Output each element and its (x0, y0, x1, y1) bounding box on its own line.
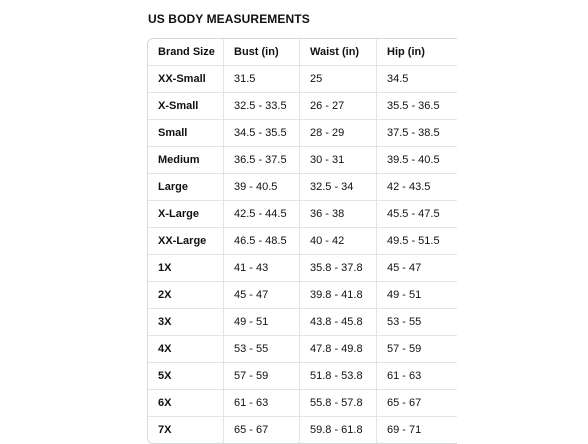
bust-cell: 57 - 59 (224, 363, 300, 390)
hip-cell: 37.5 - 38.5 (377, 120, 457, 147)
header-hip: Hip (in) (377, 39, 457, 66)
waist-cell: 43.8 - 45.8 (300, 309, 377, 336)
table-row (148, 174, 457, 201)
header-brand-size: Brand Size (148, 39, 224, 66)
table-row (148, 120, 457, 147)
waist-cell: 25 (300, 66, 377, 93)
waist-cell: 28 - 29 (300, 120, 377, 147)
table-row (148, 417, 457, 443)
table-row (148, 93, 457, 120)
waist-cell: 59.8 - 61.8 (300, 417, 377, 443)
waist-cell: 32.5 - 34 (300, 174, 377, 201)
brand-size-cell: 3X (148, 309, 224, 336)
hip-cell: 53 - 55 (377, 309, 457, 336)
table-row (148, 255, 457, 282)
table-row (148, 201, 457, 228)
header-bust: Bust (in) (224, 39, 300, 66)
waist-cell: 55.8 - 57.8 (300, 390, 377, 417)
waist-cell: 36 - 38 (300, 201, 377, 228)
table-row (148, 336, 457, 363)
hip-cell: 57 - 59 (377, 336, 457, 363)
size-chart-table (147, 38, 457, 444)
brand-size-cell: 7X (148, 417, 224, 443)
bust-cell: 31.5 (224, 66, 300, 93)
bust-cell: 65 - 67 (224, 417, 300, 443)
hip-cell: 42 - 43.5 (377, 174, 457, 201)
brand-size-cell: 5X (148, 363, 224, 390)
table-body (148, 66, 457, 443)
hip-cell: 61 - 63 (377, 363, 457, 390)
header-waist: Waist (in) (300, 39, 377, 66)
table-row (148, 309, 457, 336)
hip-cell: 69 - 71 (387, 424, 422, 436)
waist-cell: 30 - 31 (300, 147, 377, 174)
hip-cell: 39.5 - 40.5 (377, 147, 457, 174)
brand-size-cell: Small (148, 120, 224, 147)
bust-cell: 32.5 - 33.5 (224, 93, 300, 120)
hip-cell: 65 - 67 (377, 390, 457, 417)
page-title: US BODY MEASUREMENTS (148, 12, 310, 26)
brand-size-cell: XX-Large (148, 228, 224, 255)
bust-cell: 34.5 - 35.5 (224, 120, 300, 147)
waist-cell: 51.8 - 53.8 (300, 363, 377, 390)
bust-cell: 45 - 47 (224, 282, 300, 309)
bust-cell: 46.5 - 48.5 (224, 228, 300, 255)
waist-cell: 26 - 27 (300, 93, 377, 120)
bust-cell: 41 - 43 (224, 255, 300, 282)
brand-size-cell: X-Large (148, 201, 224, 228)
brand-size-cell: Large (148, 174, 224, 201)
hip-cell: 35.5 - 36.5 (377, 93, 457, 120)
brand-size-cell: Medium (148, 147, 224, 174)
hip-cell: 45.5 - 47.5 (377, 201, 457, 228)
table-row (148, 390, 457, 417)
brand-size-cell: X-Small (148, 93, 224, 120)
brand-size-cell: XX-Small (148, 66, 224, 93)
table-row (148, 147, 457, 174)
bust-cell: 39 - 40.5 (224, 174, 300, 201)
bust-cell: 53 - 55 (224, 336, 300, 363)
hip-cell: 49 - 51 (377, 282, 457, 309)
hip-cell: 45 - 47 (377, 255, 457, 282)
hip-cell: 49.5 - 51.5 (377, 228, 457, 255)
table-row (148, 228, 457, 255)
bust-cell: 49 - 51 (224, 309, 300, 336)
table-header-row (148, 39, 457, 66)
bust-cell: 36.5 - 37.5 (224, 147, 300, 174)
waist-cell: 47.8 - 49.8 (300, 336, 377, 363)
hip-cell: 34.5 (377, 66, 457, 93)
table-row (148, 282, 457, 309)
table-row (148, 66, 457, 93)
brand-size-cell: 6X (148, 390, 224, 417)
table-row (148, 363, 457, 390)
bust-cell: 61 - 63 (224, 390, 300, 417)
brand-size-cell: 4X (148, 336, 224, 363)
brand-size-cell: 1X (148, 255, 224, 282)
brand-size-cell: 2X (148, 282, 224, 309)
waist-cell: 39.8 - 41.8 (300, 282, 377, 309)
waist-cell: 35.8 - 37.8 (300, 255, 377, 282)
bust-cell: 42.5 - 44.5 (224, 201, 300, 228)
waist-cell: 40 - 42 (300, 228, 377, 255)
